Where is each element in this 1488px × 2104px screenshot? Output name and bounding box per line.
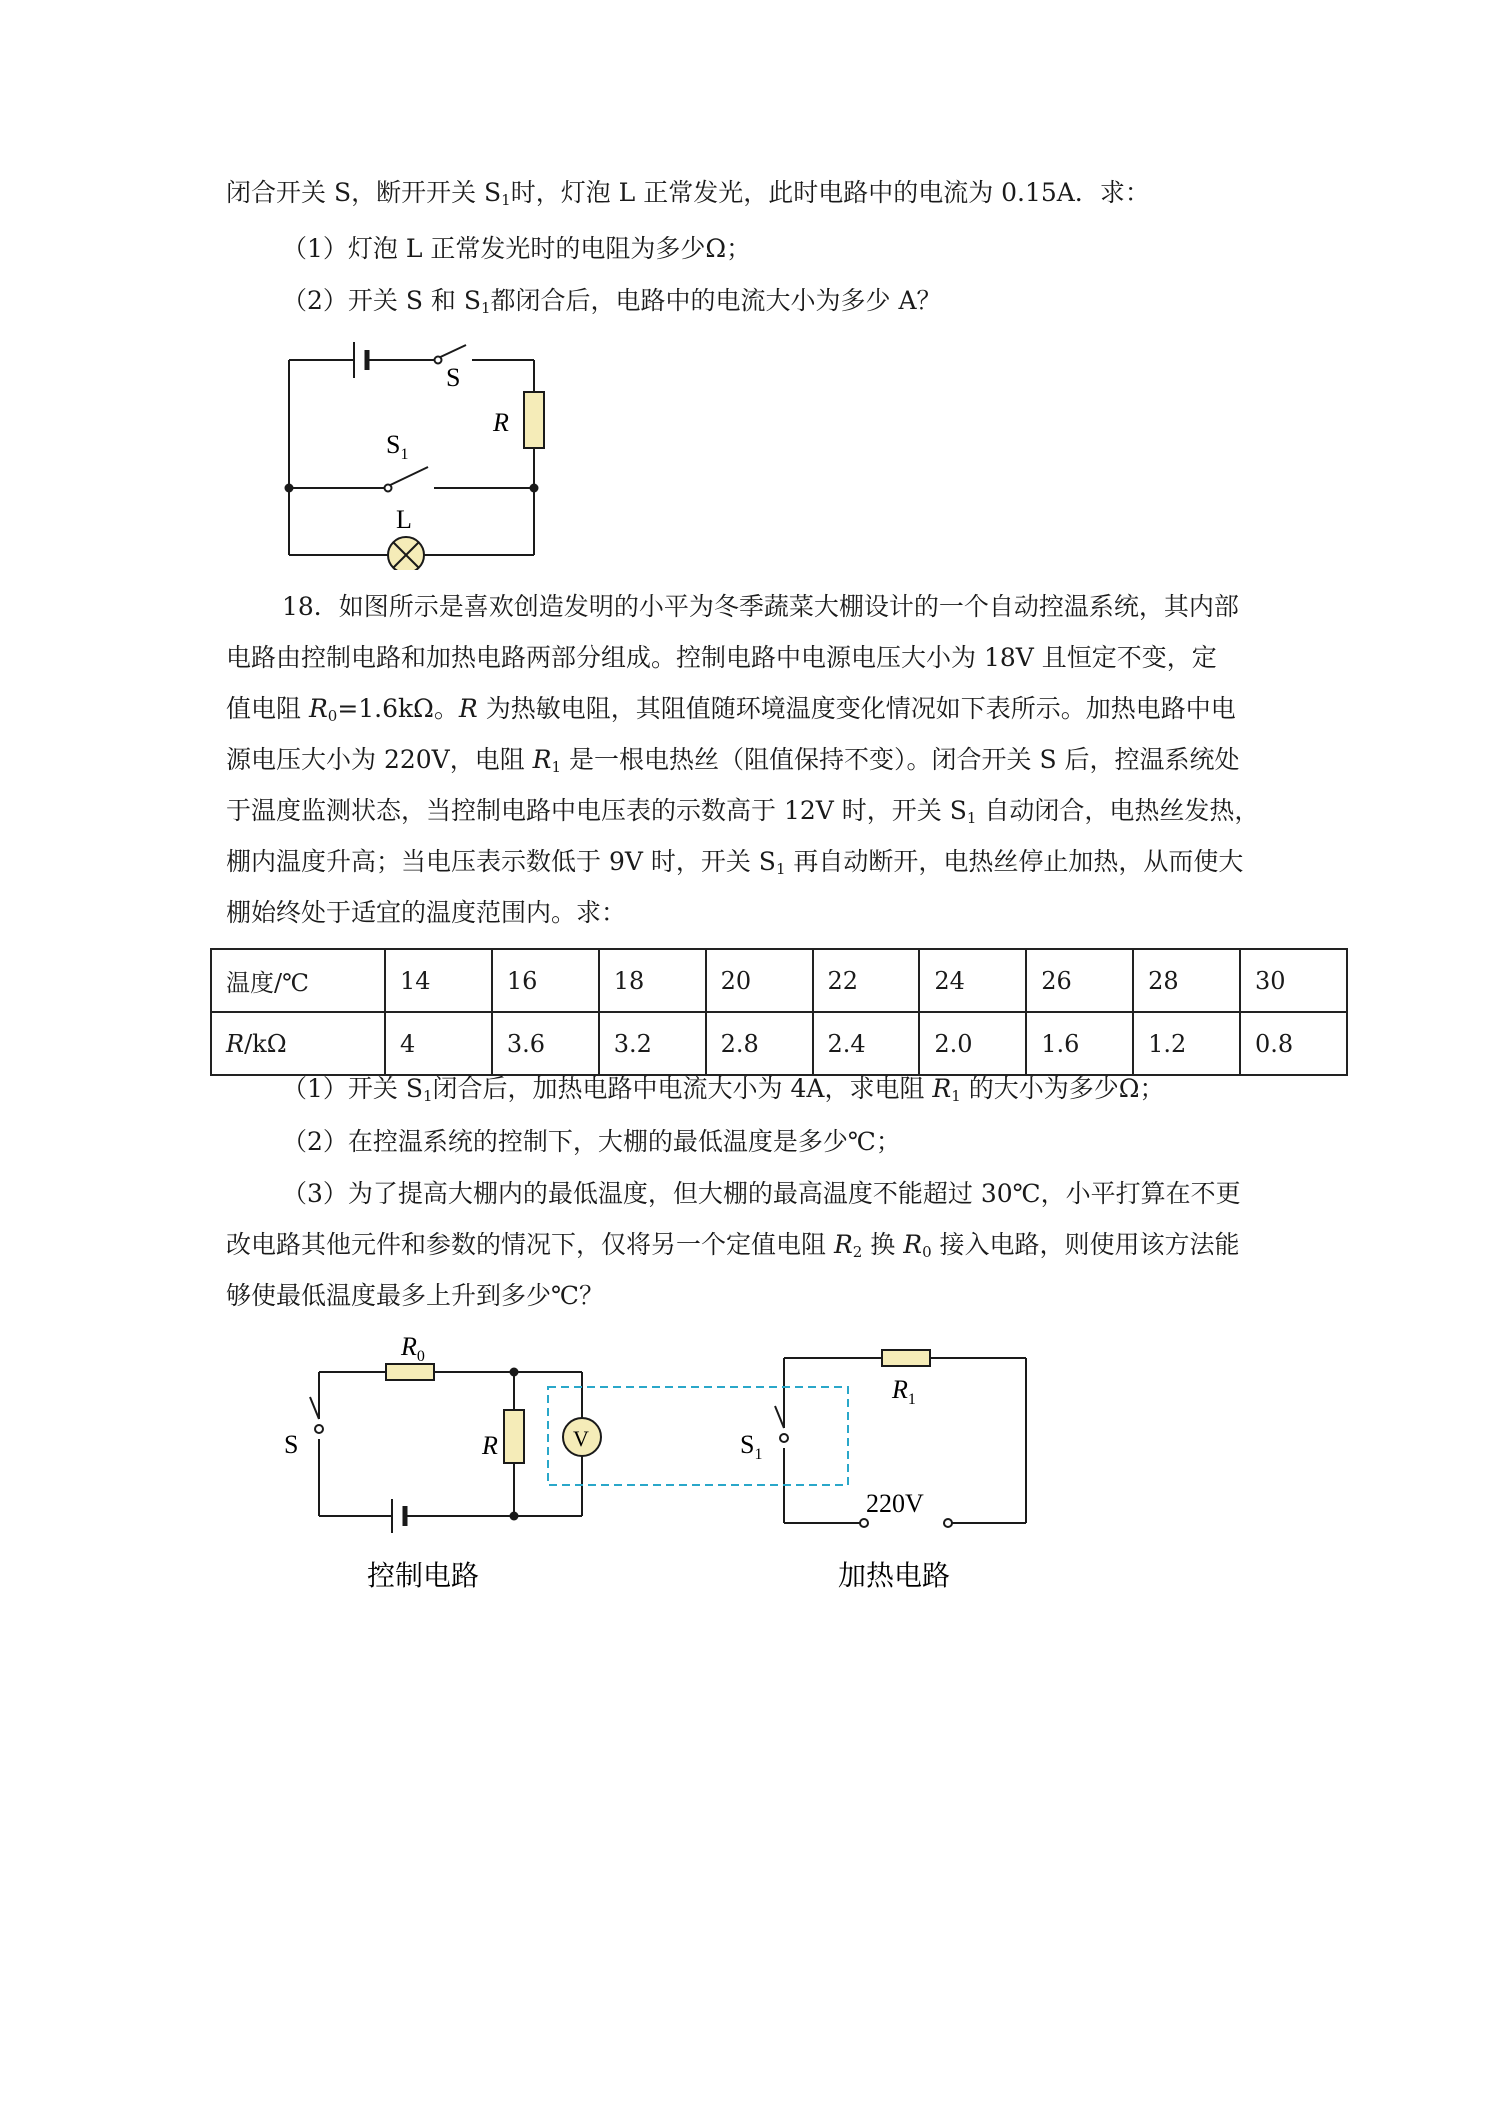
p18-question-3-line-2: 改电路其他元件和参数的情况下，仅将另一个定值电阻 $R_2$ 换 $R_0$ 接入电路，则使用该方法能 — [226, 1230, 1240, 1261]
lamp-L-icon — [388, 537, 424, 570]
junction-bottom — [510, 1512, 519, 1521]
junction-left — [285, 484, 294, 493]
label-L: L — [396, 505, 412, 534]
p18-line-1: 18．如图所示是喜欢创造发明的小平为冬季蔬菜大棚设计的一个自动控温系统，其内部 — [282, 592, 1239, 621]
caption-control-circuit: 控制电路 — [367, 1559, 480, 1592]
table-cell: 2.0 — [919, 1012, 1026, 1075]
table-cell: 14 — [385, 949, 492, 1012]
terminal-right — [944, 1519, 952, 1527]
label-S1: $S_1$ — [740, 1430, 763, 1463]
p18-line-4: 源电压大小为 220V，电阻 $R_1$ 是一根电热丝（阻值保持不变）。闭合开关 S 后，控温系统处 — [226, 745, 1240, 776]
terminal-left — [860, 1519, 868, 1527]
table-cell: 1.6 — [1026, 1012, 1133, 1075]
table-cell: 2.8 — [706, 1012, 813, 1075]
p18-line-6: 棚内温度升高；当电压表示数低于 9V 时，开关 $S_1$ 再自动断开，电热丝停止加热，从而使大 — [226, 847, 1244, 878]
table-cell: 22 — [813, 949, 920, 1012]
table-row-resistance — [211, 1012, 1347, 1075]
label-R1: $R_1$ — [892, 1375, 916, 1408]
caption-heating-circuit: 加热电路 — [838, 1559, 951, 1592]
table-cell: 3.6 — [492, 1012, 599, 1075]
p18-question-2: （2）在控温系统的控制下，大棚的最低温度是多少℃； — [282, 1127, 901, 1156]
p18-question-3-line-1: （3）为了提高大棚内的最低温度，但大棚的最高温度不能超过 30℃，小平打算在不更 — [282, 1179, 1241, 1208]
p17-circuit-diagram — [270, 330, 570, 570]
switch-S1-contact — [780, 1434, 788, 1442]
junction-top — [510, 1368, 519, 1377]
table-cell: 16 — [492, 949, 599, 1012]
heating-resistor-R1 — [882, 1350, 930, 1366]
temperature-resistance-table — [210, 948, 1348, 1076]
p18-circuit-diagram — [270, 1325, 1070, 1605]
resistor-R0 — [386, 1364, 434, 1380]
label-S: S — [446, 363, 461, 392]
p18-line-7: 棚始终处于适宜的温度范围内。求： — [226, 898, 627, 927]
label-S: S — [284, 1430, 299, 1459]
table-head-resistance: R/kΩ — [211, 1012, 385, 1075]
p18-line-2: 电路由控制电路和加热电路两部分组成。控制电路中电源电压大小为 18V 且恒定不变，定 — [226, 643, 1217, 672]
switch-S1-blade — [775, 1406, 784, 1428]
table-cell: 1.2 — [1133, 1012, 1240, 1075]
table-cell: 4 — [385, 1012, 492, 1075]
table-cell: 26 — [1026, 949, 1133, 1012]
table-head-temperature: 温度/℃ — [211, 949, 385, 1012]
switch-S-blade — [310, 1397, 319, 1419]
table-cell: 28 — [1133, 949, 1240, 1012]
label-R0: $R_0$ — [401, 1332, 425, 1365]
switch-S-contact — [435, 357, 442, 364]
table-cell: 24 — [919, 949, 1026, 1012]
switch-S1-contact — [385, 485, 392, 492]
p18-question-3-line-3: 够使最低温度最多上升到多少℃？ — [226, 1281, 604, 1310]
switch-S-contact — [315, 1425, 323, 1433]
p18-line-3: 值电阻 $R_0=1.6k\Omega$。R 为热敏电阻，其阻值随环境温度变化情况如下表所示。加热电路中电 — [226, 694, 1236, 725]
table-cell: 20 — [706, 949, 813, 1012]
p18-question-1: （1）开关 $S_1$闭合后，加热电路中电流大小为 4A，求电阻 $R_1$ 的大小为多少Ω； — [282, 1074, 1165, 1105]
resistor-R — [524, 392, 544, 448]
label-R: R — [493, 408, 509, 437]
label-S1: $S_1$ — [386, 430, 409, 463]
table-cell: 30 — [1240, 949, 1347, 1012]
table-cell: 0.8 — [1240, 1012, 1347, 1075]
table-cell: 3.2 — [599, 1012, 706, 1075]
voltmeter-label: V — [573, 1426, 589, 1451]
junction-right — [530, 484, 539, 493]
table-cell: 18 — [599, 949, 706, 1012]
p18-line-5: 于温度监测状态，当控制电路中电压表的示数高于 12V 时，开关 $S_1$ 自动闭合，电热丝发热， — [226, 796, 1260, 827]
p17-intro: 闭合开关 S，断开开关 $S_1$时，灯泡 L 正常发光，此时电路中的电流为 0.15A．求： — [226, 178, 1150, 209]
table-row-temperature — [211, 949, 1347, 1012]
label-220V: 220V — [866, 1489, 924, 1518]
table-cell: 2.4 — [813, 1012, 920, 1075]
thermistor-R — [504, 1410, 524, 1463]
label-R: R — [482, 1431, 498, 1460]
p17-question-1: （1）灯泡 L 正常发光时的电阻为多少Ω； — [282, 234, 752, 263]
p17-question-2: （2）开关 S 和 $S_1$都闭合后，电路中的电流大小为多少 A？ — [282, 286, 942, 317]
